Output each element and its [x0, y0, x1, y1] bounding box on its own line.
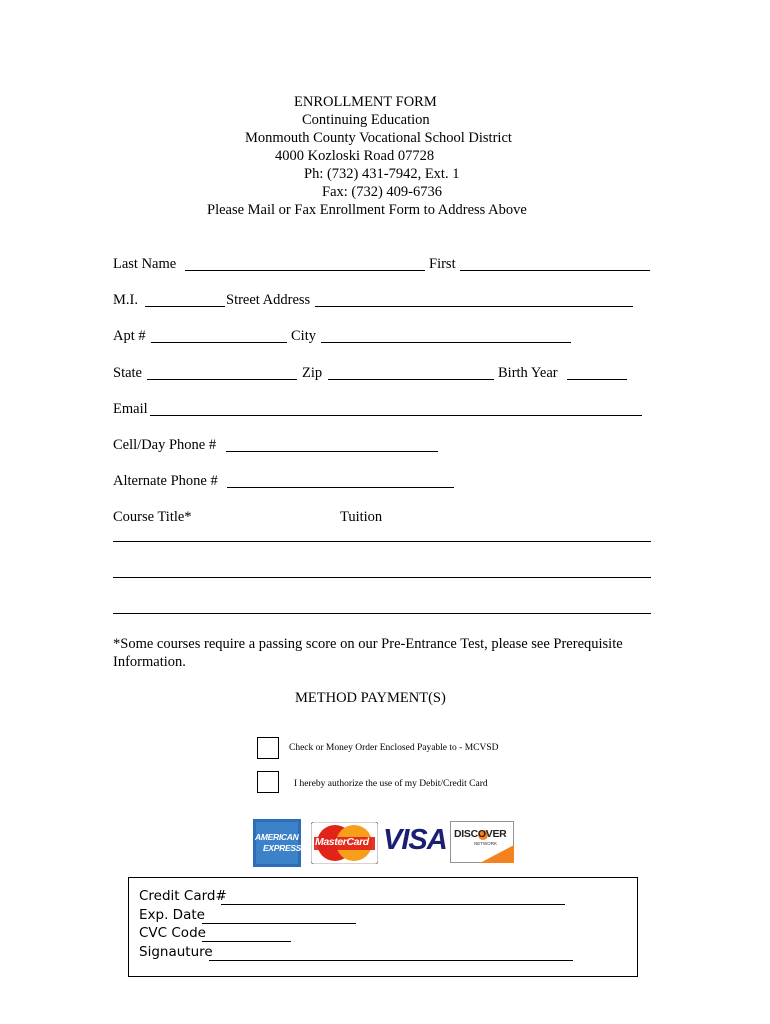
cell-phone-field[interactable] [226, 451, 438, 452]
payment-heading: METHOD PAYMENT(S) [295, 690, 446, 706]
signature-label: Signauture [139, 944, 213, 960]
course-line-2[interactable] [113, 577, 651, 578]
tuition-label: Tuition [340, 509, 383, 525]
prerequisite-note-cont: Information. [113, 654, 186, 670]
city-label: City [291, 328, 316, 344]
mi-field[interactable] [145, 306, 225, 307]
district-fax: Fax: (732) 409-6736 [322, 184, 443, 200]
cell-phone-label: Cell/Day Phone # [113, 437, 217, 453]
first-name-label: First [429, 256, 456, 272]
card-payment-checkbox[interactable] [257, 771, 279, 793]
discover-logo [450, 821, 514, 863]
state-field[interactable] [147, 379, 297, 380]
form-title: ENROLLMENT FORM [294, 94, 437, 110]
email-label: Email [113, 401, 148, 417]
signature-field[interactable] [209, 960, 573, 961]
check-payment-checkbox[interactable] [257, 737, 279, 759]
discover-subtext: NETWORK [474, 841, 497, 846]
alt-phone-field[interactable] [227, 487, 454, 488]
card-payment-label: I hereby authorize the use of my Debit/Credit Card [294, 779, 488, 789]
state-label: State [113, 365, 142, 381]
credit-card-box [128, 877, 638, 977]
course-title-label: Course Title* [113, 509, 192, 525]
prerequisite-note: *Some courses require a passing score on our Pre-Entrance Test, please see Prerequisite [113, 636, 623, 652]
email-field[interactable] [150, 415, 642, 416]
district-address: 4000 Kozloski Road 07728 [275, 148, 435, 164]
birth-year-field[interactable] [567, 379, 627, 380]
amex-text-2: EXPRESS [263, 843, 302, 853]
street-address-label: Street Address [226, 292, 311, 308]
mastercard-text: MasterCard [315, 836, 369, 848]
apt-label: Apt # [113, 328, 146, 344]
street-address-field[interactable] [315, 306, 633, 307]
mastercard-logo [311, 822, 378, 864]
credit-card-number-label: Credit Card# [139, 888, 227, 904]
amex-logo [253, 819, 301, 867]
check-payment-label: Check or Money Order Enclosed Payable to - MCVSD [289, 743, 499, 753]
alt-phone-label: Alternate Phone # [113, 473, 218, 489]
cvc-code-label: CVC Code [139, 925, 206, 941]
visa-logo: VISA [383, 824, 447, 856]
district-name: Monmouth County Vocational School District [245, 130, 512, 146]
course-line-1[interactable] [113, 541, 651, 542]
zip-field[interactable] [328, 379, 494, 380]
discover-text: DISCOVER [454, 828, 507, 840]
amex-text-1: AMERICAN [255, 832, 299, 842]
last-name-label: Last Name [113, 256, 177, 272]
credit-card-number-field[interactable] [221, 904, 565, 905]
form-subtitle: Continuing Education [302, 112, 430, 128]
mail-instruction: Please Mail or Fax Enrollment Form to Address Above [207, 202, 527, 218]
city-field[interactable] [321, 342, 571, 343]
exp-date-label: Exp. Date [139, 907, 205, 923]
course-line-3[interactable] [113, 613, 651, 614]
mi-label: M.I. [113, 292, 138, 308]
birth-year-label: Birth Year [498, 365, 558, 381]
zip-label: Zip [302, 365, 323, 381]
exp-date-field[interactable] [202, 923, 356, 924]
apt-field[interactable] [151, 342, 287, 343]
first-name-field[interactable] [460, 270, 650, 271]
district-phone: Ph: (732) 431-7942, Ext. 1 [304, 166, 460, 182]
last-name-field[interactable] [185, 270, 425, 271]
cvc-code-field[interactable] [202, 941, 291, 942]
